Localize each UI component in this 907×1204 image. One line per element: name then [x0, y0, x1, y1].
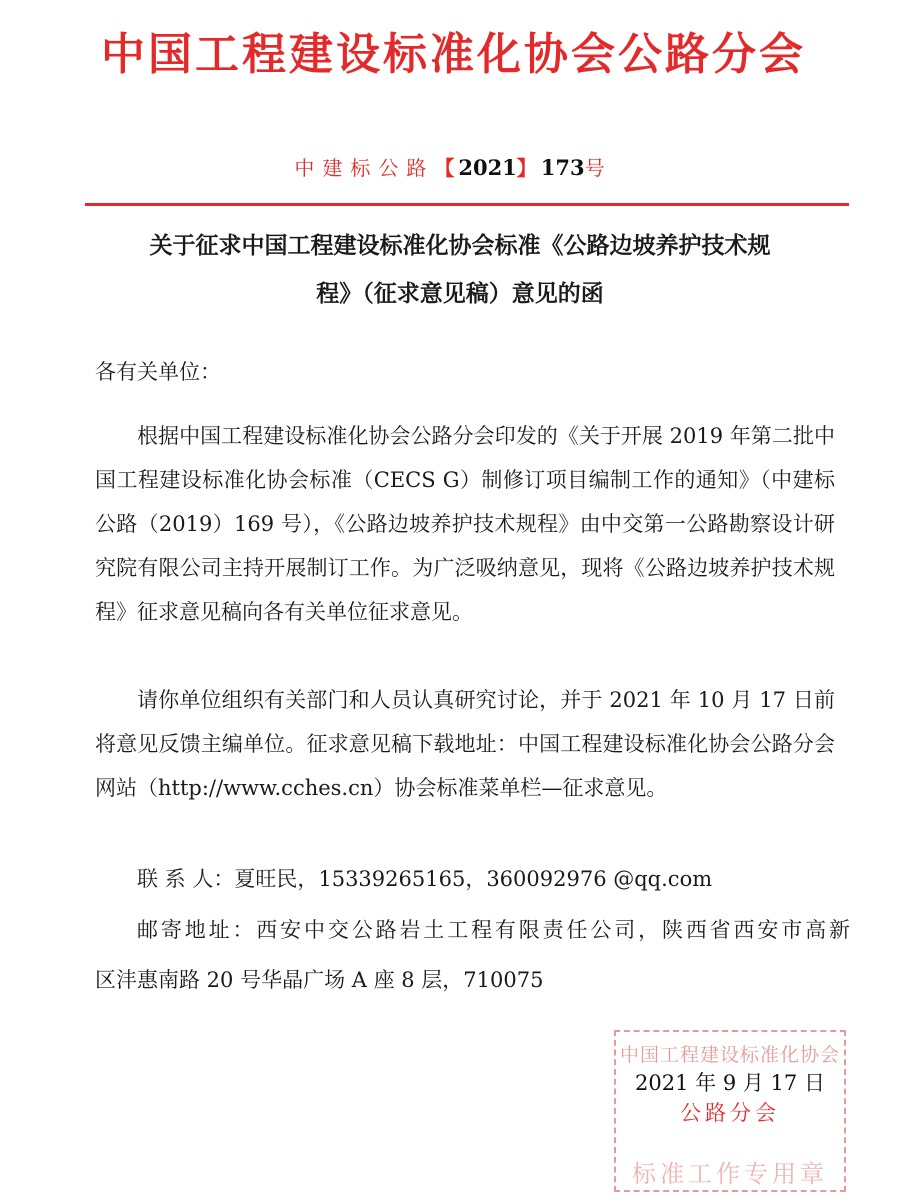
- title-line-2: 程》（征求意见稿）意见的函: [316, 281, 604, 307]
- bracket-open: 【: [434, 156, 459, 180]
- signature-date: 2021 年 9 月 17 日: [635, 1071, 825, 1095]
- seal-bottom-text: 标准工作专用章: [632, 1160, 828, 1188]
- doc-number: 173: [540, 155, 585, 180]
- mail-address-line-1: 邮寄地址：西安中交公路岩土工程有限责任公司，陕西省西安市高新: [137, 918, 850, 942]
- bracket-close: 】: [516, 156, 541, 180]
- red-divider: [85, 203, 849, 206]
- mail-address-line-2: 区沣惠南路 20 号华晶广场 A 座 8 层，710075: [95, 968, 544, 992]
- signature-department: 公路分会: [680, 1101, 780, 1125]
- body-paragraph-1: 根据中国工程建设标准化协会公路分会印发的《关于开展 2019 年第二批中国工程建设标准化协会标准（CECS G）制修订项目编制工作的通知》（中建标公路（2019）169 号），《公路边坡养护技术规程》由中交第一公路勘察设计研究院有限公司主持开展制订工作。为广泛吸纳意见，现将《公路边坡养护技术规程》征求意见稿向各有关单位征求意见。: [95, 424, 835, 624]
- seal-top-text: 中国工程建设标准化协会: [619, 1044, 840, 1066]
- document-title: [90, 222, 830, 318]
- salutation: 各有关单位：: [95, 360, 221, 384]
- letterhead-org-name: 中国工程建设标准化协会公路分会: [101, 29, 806, 80]
- doc-year: 2021: [458, 155, 517, 180]
- title-line-1: 关于征求中国工程建设标准化协会标准《公路边坡养护技术规: [149, 233, 771, 259]
- doc-suffix: 号: [584, 156, 613, 180]
- contact-line: 联 系 人：夏旺民，15339265165，360092976 @qq.com: [137, 867, 713, 891]
- body-paragraph-2: 请你单位组织有关部门和人员认真研究讨论，并于 2021 年 10 月 17 日前将意见反馈主编单位。征求意见稿下载地址：中国工程建设标准化协会公路分会网站（http://www.cches.cn）协会标准菜单栏—征求意见。: [95, 688, 835, 800]
- doc-prefix: 中建标公路: [294, 156, 435, 180]
- document-number: [0, 152, 907, 181]
